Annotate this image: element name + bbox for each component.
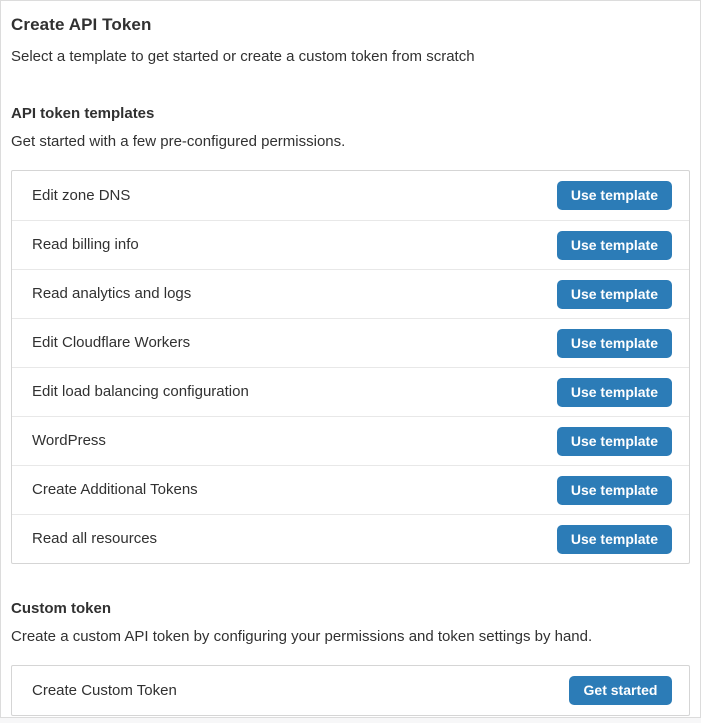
template-row-edit-zone-dns bbox=[12, 171, 689, 220]
use-template-button[interactable]: Use template bbox=[557, 476, 672, 505]
template-label: Read billing info bbox=[32, 236, 139, 253]
use-template-button[interactable]: Use template bbox=[557, 378, 672, 407]
use-template-button[interactable]: Use template bbox=[557, 280, 672, 309]
template-label: WordPress bbox=[32, 432, 106, 449]
get-started-button[interactable]: Get started bbox=[569, 676, 672, 705]
template-row-edit-load-balancing-configuration bbox=[12, 367, 689, 416]
custom-token-label: Create Custom Token bbox=[32, 681, 177, 699]
custom-token-section-heading: Custom token bbox=[11, 600, 112, 617]
template-row-wordpress bbox=[12, 416, 689, 465]
use-template-button[interactable]: Use template bbox=[557, 427, 672, 456]
template-label: Edit zone DNS bbox=[32, 186, 131, 204]
custom-token-row bbox=[12, 666, 689, 715]
templates-section-description: Get started with a few pre-configured permissions. bbox=[11, 133, 346, 150]
custom-token-panel bbox=[11, 665, 690, 716]
template-row-read-billing-info bbox=[12, 220, 689, 269]
template-label: Read all resources bbox=[32, 530, 158, 547]
template-label: Read analytics and logs bbox=[32, 285, 192, 302]
template-row-create-additional-tokens bbox=[12, 465, 689, 514]
template-row-edit-cloudflare-workers bbox=[12, 318, 689, 367]
use-template-button[interactable]: Use template bbox=[557, 231, 672, 260]
custom-token-section-description: Create a custom API token by configuring your permissions and token settings by hand. bbox=[11, 628, 593, 645]
use-template-button[interactable]: Use template bbox=[557, 525, 672, 554]
templates-list bbox=[11, 170, 690, 564]
template-row-read-analytics-and-logs bbox=[12, 269, 689, 318]
page-title: Create API Token bbox=[11, 15, 152, 34]
template-label: Edit Cloudflare Workers bbox=[32, 334, 191, 351]
templates-section-heading: API token templates bbox=[11, 105, 155, 122]
page-content bbox=[1, 13, 700, 716]
template-label: Edit load balancing configuration bbox=[32, 383, 249, 400]
template-row-read-all-resources bbox=[12, 514, 689, 563]
use-template-button[interactable]: Use template bbox=[557, 181, 672, 210]
page-subtitle: Select a template to get started or create a custom token from scratch bbox=[11, 48, 475, 65]
use-template-button[interactable]: Use template bbox=[557, 329, 672, 358]
template-label: Create Additional Tokens bbox=[32, 481, 198, 498]
